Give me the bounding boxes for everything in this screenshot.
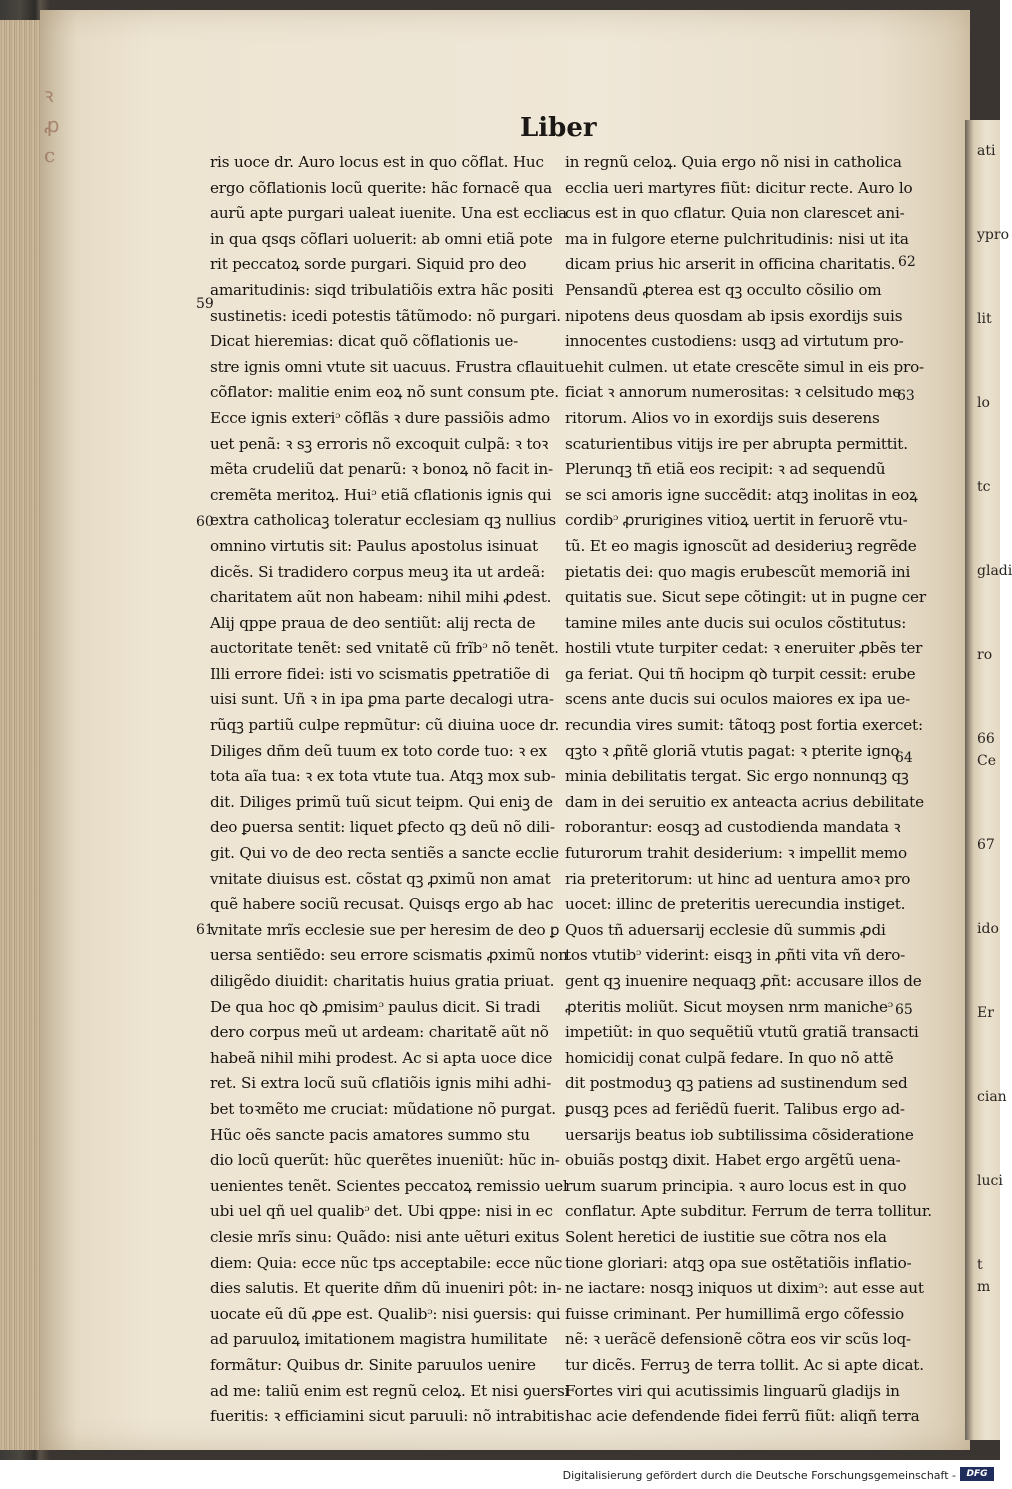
text-line: Fortes viri qui acutissimis linguarũ gladijs in (565, 1381, 900, 1400)
text-line: qꝫto ꝛ ꝓñtẽ gloriã vtutis pagat: ꝛ pterite igno (565, 741, 900, 760)
text-line: minia debilitatis tergat. Sic ergo nonnunqꝫ qꝫ (565, 767, 909, 786)
text-line: hostili vtute turpiter cedat: ꝛ eneruiter ꝓbẽs ter (565, 639, 923, 658)
text-line: fueritis: ꝛ efficiamini sicut paruuli: nõ intrabitis (210, 1407, 565, 1426)
text-line: ad me: taliũ enim est regnũ celoꝝ. Et nisi ꝯuersi (210, 1381, 570, 1400)
facing-page-fragment: tc (977, 479, 991, 495)
text-line: uersa sentiẽdo: seu errore scismatis ꝓximũ non (210, 946, 568, 965)
text-line: auctoritate tenẽt: sed vnitatẽ cũ frĩbᵓ nõ tenẽt. (210, 639, 559, 658)
margin-number-60: 60 (196, 514, 214, 530)
text-line: Plerunqꝫ tñ etiã eos recipit: ꝛ ad sequendũ (565, 460, 886, 479)
facing-page-fragments (965, 140, 1012, 1298)
text-line: diem: Quia: ecce nũc tps acceptabile: ecce nũc (210, 1253, 563, 1272)
text-line: charitatem aũt non habeam: nihil mihi ꝓdest. (210, 588, 552, 607)
text-line: quẽ habere sociũ recusat. Quisqs ergo ab hac (210, 895, 554, 914)
text-line: fuisse criminant. Per humillimã ergo cõfessio (565, 1304, 904, 1323)
facing-page-fragment: lit (977, 311, 992, 327)
text-line: rit peccatoꝝ sorde purgari. Siquid pro deo (210, 255, 527, 274)
text-line: Diliges dñm deũ tuum ex toto corde tuo: ꝛ ex (210, 741, 547, 760)
text-line: sustinetis: icedi potestis tãtũmodo: nõ purgari. (210, 306, 561, 325)
dfg-logo: DFG (960, 1467, 994, 1481)
text-line: pietatis dei: quo magis erubescũt memoriã ini (565, 562, 911, 581)
text-line: extra catholicaꝫ toleratur ecclesiam qꝫ nullius (210, 511, 557, 530)
text-line: tamine miles ante ducis sui oculos cõstitutus: (565, 613, 907, 632)
margin-number-62: 62 (898, 254, 916, 270)
text-line: Ecce ignis exteriᵓ cõflãs ꝛ dure passiõis admo (210, 408, 550, 427)
text-line: cõflator: malitie enim eoꝝ nõ sunt consum pte. (210, 383, 559, 402)
text-line: Illi errore fidei: isti vo scismatis ꝑpetratiõe di (210, 664, 550, 683)
text-line: tota aĩa tua: ꝛ ex tota vtute tua. Atqꝫ mox sub- (210, 767, 556, 786)
text-line: ria preteritorum: ut hinc ad uentura amoꝛ pro (565, 869, 911, 888)
text-line: ꝓteritis moliũt. Sicut moysen nrm manichеᵓ (565, 997, 893, 1016)
text-line: uocet: illinc de preteritis uerecundia instiget. (565, 895, 906, 914)
text-line: ubi uel qñ uel qualibᵓ det. Ubi qppe: nisi in ec (210, 1202, 553, 1221)
text-line: hac acie defendende fidei ferrũ fiũt: aliqñ terra (565, 1407, 920, 1426)
text-line: uenientes tenẽt. Scientes peccatoꝝ remissio uel (210, 1176, 568, 1195)
text-line: ma in fulgore eterne pulchritudinis: nisi ut ita (565, 229, 909, 248)
text-line: ꝑusqꝫ pces ad feriẽdũ fuerit. Talibus ergo ad- (565, 1099, 905, 1118)
text-line: dam in dei seruitio ex anteacta acrius debilitate (565, 792, 924, 811)
text-line: quitatis sue. Sicut sepe cõtingit: ut in pugne cer (565, 588, 926, 607)
text-line: De qua hoc qꝺ ꝓmisimᵓ paulus dicit. Si tradi (210, 997, 541, 1016)
text-line: ecclia ueri martyres fiũt: dicitur recte. Auro lo (565, 178, 913, 197)
text-line: in qua qsqs cõflari uoluerit: ab omni etiã pote (210, 229, 553, 248)
text-line: nẽ: ꝛ uerãcẽ defensionẽ cõtra eos vir scũs loq- (565, 1330, 911, 1349)
margin-number-63: 63 (897, 388, 915, 404)
text-line: mẽta crudeliũ dat penarũ: ꝛ bonoꝝ nõ facit in- (210, 460, 553, 479)
text-line: formãtur: Quibus dr. Sinite paruulos uenire (210, 1355, 536, 1374)
text-line: tione gloriari: atqꝫ opa sue ostẽtatiõis inflatio- (565, 1253, 912, 1272)
text-line: diligẽdo diuidit: charitatis huius gratia priuat. (210, 972, 555, 990)
text-line: recundia vires sumit: tãtoqꝫ post fortia exercet: (565, 716, 923, 735)
text-line: deo ꝑuersa sentit: liquet ꝑfecto qꝫ deũ nõ dili- (210, 818, 555, 837)
text-line: conflatur. Apte subditur. Ferrum de terra tollitur. (565, 1202, 932, 1221)
facing-page-fragment: ido (977, 921, 999, 937)
text-line: vnitate diuisus est. cõstat qꝫ ꝓximũ non amat (210, 869, 551, 888)
text-line: tos vtutibᵓ viderint: eisqꝫ in ꝓñti vita vñ dero- (565, 946, 906, 965)
text-line: uocate eũ dũ ꝓpe est. Qualibᵓ: nisi ꝯuersis: qui (210, 1304, 561, 1323)
text-line: in regnũ celoꝝ. Quia ergo nõ nisi in catholica (565, 153, 902, 171)
margin-number-65: 65 (895, 1002, 913, 1018)
text-line: Alij qppe praua de deo sentiũt: alij recta de (210, 613, 536, 632)
text-line: se sci amoris igne succẽdit: atqꝫ inolitas in eoꝝ (565, 485, 918, 504)
text-line: ergo cõflationis locũ querite: hãc fornacẽ qua (210, 178, 552, 197)
text-line: uersarijs beatus iob subtilissima cõsideratione (565, 1125, 914, 1144)
text-line: ad paruuloꝝ imitationem magistra humilitate (210, 1330, 548, 1349)
text-line: innocentes custodiens: usqꝫ ad virtutum pro- (565, 332, 904, 351)
text-line: rũqꝫ partiũ culpe repmũtur: cũ diuina uoce dr. (210, 716, 560, 735)
text-line: dero corpus meũ ut ardeam: charitatẽ aũt nõ (210, 1023, 549, 1042)
text-line: ficiat ꝛ annorum numerositas: ꝛ celsitudo me (565, 383, 901, 402)
text-line: Dicat hieremias: dicat quõ cõflationis ue- (210, 332, 519, 351)
margin-number-59: 59 (196, 296, 214, 312)
text-line: dies salutis. Et querite dñm dũ inueniri pôt: in- (210, 1279, 562, 1298)
facing-page-fragment: gladi (977, 563, 1012, 579)
text-line: Quos tñ aduersarij ecclesie dũ summis ꝓdi (565, 920, 886, 939)
text-line: Solent heretici de iustitie sue cõtra nos ela (565, 1227, 887, 1246)
text-line: Hũc oẽs sancte pacis amatores summo stu (210, 1125, 530, 1144)
text-line: tur dicẽs. Ferruꝫ de terra tollit. Ac si apte dicat. (565, 1355, 924, 1374)
text-line: omnino virtutis sit: Paulus apostolus isinuat (210, 536, 538, 555)
text-line: Pensandũ ꝓterea est qꝫ occulto cõsilio om (565, 280, 882, 299)
text-line: ne iactare: nosqꝫ iniquos ut diximᵓ: aut esse aut (565, 1279, 924, 1298)
text-line: uet penã: ꝛ sꝫ erroris nõ excoquit culpã: ꝛ toꝛ (210, 434, 549, 453)
text-line: stre ignis omni vtute sit uacuus. Frustra cflauit (210, 357, 564, 376)
facing-page-fragment: t m (977, 1257, 991, 1295)
text-line: clesie mrĩs sinu: Quãdo: nisi ante uẽturi exitus (210, 1227, 560, 1246)
facing-page-fragment: ro (977, 647, 993, 663)
margin-number-64: 64 (895, 750, 913, 766)
text-line: rum suarum principia. ꝛ auro locus est in quo (565, 1176, 907, 1195)
text-line: git. Qui vo de deo recta sentiẽs a sancte ecclie (210, 844, 559, 863)
text-line: cordibᵓ ꝓrurigines vitioꝝ uertit in feruorẽ vtu- (565, 511, 908, 530)
text-line: futurorum trahit desiderium: ꝛ impellit memo (565, 844, 907, 863)
running-head: Liber (520, 113, 597, 143)
facing-page-fragment: cian (977, 1089, 1007, 1105)
text-line: dit postmoduꝫ qꝫ patiens ad sustinendum sed (565, 1074, 908, 1093)
margin-handwriting: ꝛ ꝓ c (44, 83, 60, 167)
text-line: scaturientibus vitijs ire per abrupta permittit. (565, 434, 908, 453)
text-line: ret. Si extra locũ suũ cflatiõis ignis mihi adhi- (210, 1074, 552, 1093)
text-line: ris uoce dr. Auro locus est in quo cõflat. Huc (210, 153, 544, 171)
text-line: gent qꝫ inuenire nequaqꝫ ꝓñt: accusare illos de (565, 972, 922, 990)
facing-page-fragment: Er (977, 1005, 994, 1021)
text-line: ritorum. Alios vo in exordijs suis deserens (565, 408, 880, 427)
text-line: ga feriat. Qui tñ hocipm qꝺ turpit cessit: erube (565, 664, 916, 683)
text-line: amaritudinis: siqd tribulatiõis extra hãc positi (210, 280, 554, 299)
text-line: tũ. Et eo magis ignoscũt ad desideriuꝫ regrẽde (565, 536, 917, 555)
facing-page-fragment: 67 (977, 837, 995, 853)
left-text-column (210, 150, 570, 1430)
text-line: dicam prius hic arserit in officina charitatis. (565, 255, 896, 274)
text-line: uisi sunt. Uñ ꝛ in ipa ꝑma parte decalogi utra- (210, 690, 554, 709)
text-line: uehit culmen. ut etate crescẽte simul in eis pro- (565, 357, 924, 376)
text-line: habeã nihil mihi prodest. Ac si apta uoce dice (210, 1048, 553, 1067)
facing-page-fragment: lo (977, 395, 990, 411)
facing-page-fragment: luci (977, 1173, 1003, 1189)
page-edges (0, 20, 45, 1450)
text-line: impetiũt: in quo sequẽtiũ vtutũ gratiã transacti (565, 1023, 919, 1042)
text-line: obuiãs postqꝫ dixit. Habet ergo argẽtũ uena- (565, 1151, 901, 1170)
text-line: aurũ apte purgari ualeat iuenite. Una est ecclia (210, 204, 567, 223)
text-line: scens ante ducis sui oculos maiores ex ipa ue- (565, 690, 911, 709)
text-line: roborantur: eosqꝫ ad custodienda mandata ꝛ (565, 818, 901, 837)
text-line: dio locũ querũt: hũc querẽtes inueniũt: hũc in- (210, 1151, 560, 1170)
facing-page-fragment: 66 Ce (977, 731, 996, 769)
text-line: vnitate mrĩs ecclesie sue per heresim de deo ꝑ (210, 920, 560, 939)
footer-credit: Digitalisierung gefördert durch die Deutsche Forschungsgemeinschaft - (562, 1469, 956, 1482)
text-line: nipotens deus quosdam ab ipsis exordijs suis (565, 306, 903, 325)
text-line: cus est in quo cflatur. Quia non clarescet ani- (565, 204, 905, 223)
text-line: dicẽs. Si tradidero corpus meuꝫ ita ut ardeã: (210, 562, 546, 581)
text-line: cremẽta meritoꝝ. Huiᵓ etiã cflationis ignis qui (210, 485, 552, 504)
facing-page-edge (965, 120, 1012, 1440)
facing-page-fragment: ypro (977, 227, 1009, 243)
text-line: homicidij conat culpã fedare. In quo nõ attẽ (565, 1048, 894, 1067)
text-line: bet toꝛmẽto me cruciat: mũdatione nõ purgat. (210, 1099, 556, 1118)
text-line: dit. Diliges primũ tuũ sicut teipm. Qui eniꝫ de (210, 792, 553, 811)
facing-page-fragment: ati (977, 143, 996, 159)
margin-number-61: 61 (196, 922, 214, 938)
